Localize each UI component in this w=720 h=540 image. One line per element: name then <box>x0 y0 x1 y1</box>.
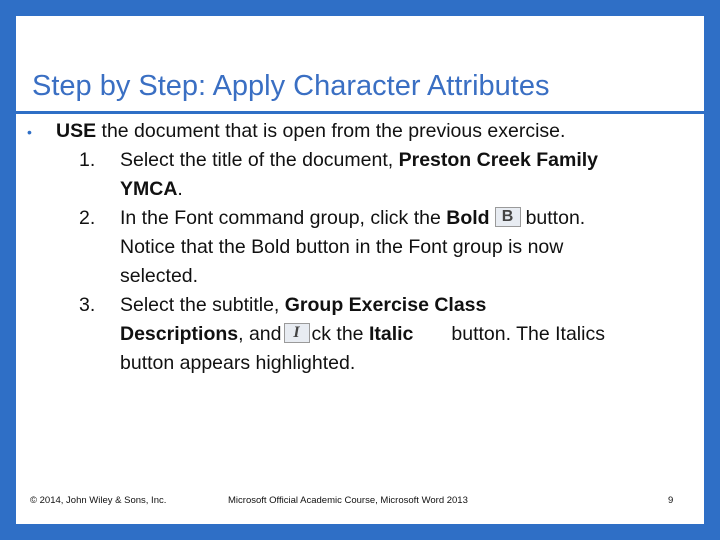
step-3-continuation <box>120 320 605 349</box>
bullet-icon: • <box>27 124 32 140</box>
step-2-continuation-2: selected. <box>120 265 199 287</box>
step-3-bold-text: Group Exercise Class <box>284 294 487 316</box>
bullet-item <box>16 117 704 146</box>
bold-button-icon <box>495 207 521 227</box>
step-3 <box>16 291 704 320</box>
step-1-bold-text: Preston Creek Family <box>398 149 599 171</box>
use-keyword: USE <box>56 120 97 142</box>
step-number: 2. <box>79 207 96 229</box>
step-3-text: Select the subtitle, <box>120 294 285 316</box>
step-3-continuation-2: button appears highlighted. <box>120 352 356 374</box>
footer-course: Microsoft Official Academic Course, Microsoft Word 2013 <box>228 495 468 506</box>
title-divider <box>16 111 704 114</box>
italic-glyph: I <box>293 324 300 341</box>
bold-glyph: B <box>501 208 514 225</box>
step-3-text-2: , and <box>238 323 282 345</box>
step-3-after-text: button. The Italics <box>451 323 605 345</box>
step-3-italic-label: Italic <box>368 323 414 345</box>
step-3-text-3: ck the <box>311 323 369 345</box>
step-2 <box>16 204 704 233</box>
step-1-period: . <box>177 178 183 200</box>
step-2-text: In the Font command group, click the <box>120 207 447 229</box>
step-2-after-text: button. <box>525 207 586 229</box>
step-text <box>120 146 598 175</box>
step-1-bold-continued: YMCA <box>120 178 178 200</box>
step-2-continuation: Notice that the Bold button in the Font group is now <box>120 236 564 258</box>
slide <box>16 16 704 524</box>
intro-text: the document that is open from the previous exercise. <box>96 120 566 142</box>
step-1 <box>16 146 704 175</box>
step-number: 1. <box>79 149 96 171</box>
page-number: 9 <box>668 495 674 506</box>
italic-button-icon <box>284 323 310 343</box>
step-2-bold-text: Bold <box>446 207 490 229</box>
step-text <box>120 204 585 233</box>
step-3-bold-continued: Descriptions <box>120 323 239 345</box>
bullet-text <box>56 117 565 146</box>
step-text <box>120 291 486 320</box>
slide-title: Step by Step: Apply Character Attributes <box>32 70 550 102</box>
step-1-text: Select the title of the document, <box>120 149 399 171</box>
step-1-continuation <box>120 175 183 204</box>
footer-copyright: © 2014, John Wiley & Sons, Inc. <box>30 495 167 506</box>
step-number: 3. <box>79 294 96 316</box>
